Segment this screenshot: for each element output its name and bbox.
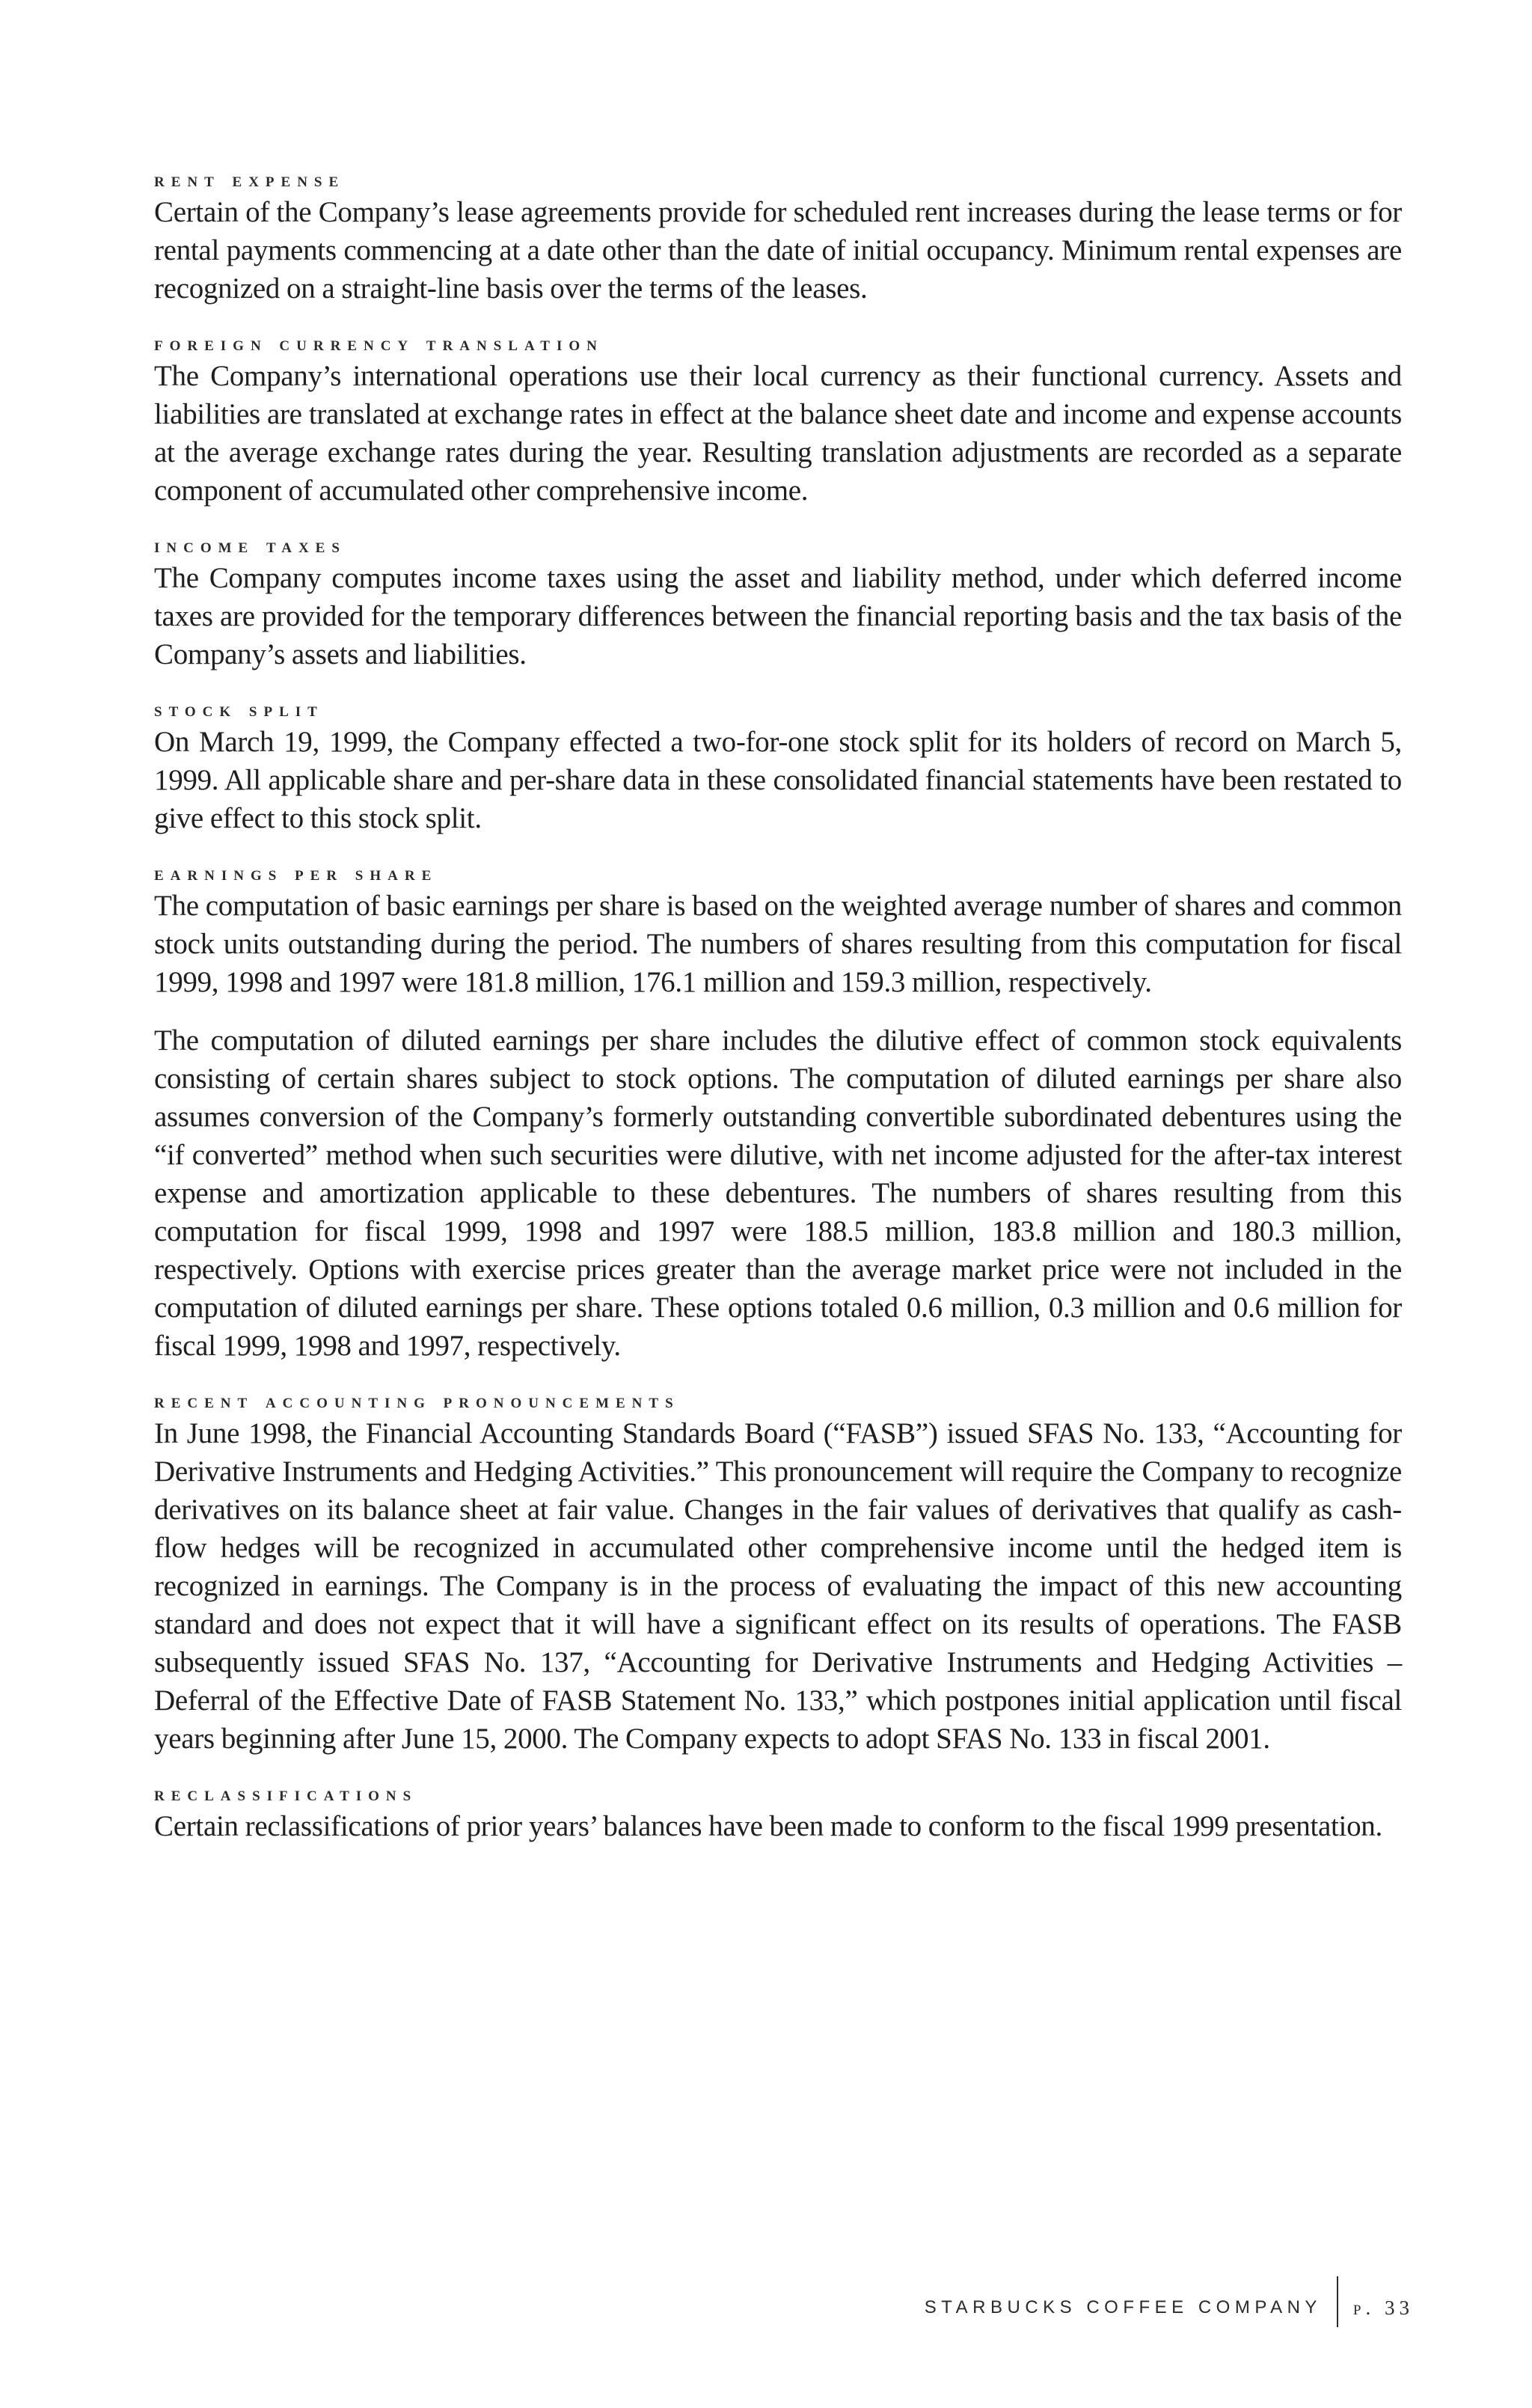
footer-company-name: STARBUCKS COFFEE COMPANY [924, 2297, 1322, 2317]
page-number: p. 33 [1352, 2296, 1414, 2319]
section-paragraph: Certain reclassifications of prior years’ balances have been made to conform to the fiscal 1999 presentation. [154, 1810, 1382, 1842]
section-recent-accounting-pronouncements [154, 1387, 1402, 1758]
section-paragraph: On March 19, 1999, the Company effected a two-for-one stock split for its holders of record on March 5, 1999. All applicable share and per-share data in these consolidated financial statements have been restated to give effect to this stock split. [154, 726, 1402, 834]
section-earnings-per-share [154, 860, 1402, 1365]
section-heading: income taxes [154, 534, 346, 557]
section-paragraph: The Company’s international operations use their local currency as their functional currency. Assets and liabilities are translated at exchange rates in effect at the balance sheet date and income and expense accounts at the average exchange rates during the year. Resulting translation adjustments are recorded as a separate component of accumulated other comprehensive income. [154, 360, 1402, 507]
section-foreign-currency-translation [154, 330, 1402, 510]
footer-divider [1337, 2276, 1338, 2327]
section-heading: recent accounting pronouncements [154, 1390, 680, 1412]
page-footer [823, 2293, 1414, 2323]
section-heading: earnings per share [154, 862, 438, 884]
section-heading: reclassifications [154, 1782, 418, 1805]
section-heading: rent expense [154, 168, 346, 191]
section-paragraph: The computation of diluted earnings per share includes the dilutive effect of common stock equivalents consisting of certain shares subject to stock options. The computation of diluted earnings per share also assumes conversion of the Company’s formerly outstanding convertible subordinated debentures using the “if converted” method when such securities were dilutive, with net income adjusted for the after-tax interest expense and amortization applicable to these debentures. The numbers of shares resulting from this computation for fiscal 1999, 1998 and 1997 were 188.5 million, 183.8 million and 180.3 million, respectively. Options with exercise prices greater than the average market price were not included in the computation of diluted earnings per share. These options totaled 0.6 million, 0.3 million and 0.6 million for fiscal 1999, 1998 and 1997, respectively. [154, 1024, 1402, 1362]
section-paragraph: In June 1998, the Financial Accounting Standards Board (“FASB”) issued SFAS No. 133, “Accounting for Derivative Instruments and Hedging Activities.” This pronouncement will require the Company to recognize derivatives on its balance sheet at fair value. Changes in the fair values of derivatives that qualify as cash-flow hedges will be recognized in accumulated other comprehensive income until the hedged item is recognized in earnings. The Company is in the process of evaluating the impact of this new accounting standard and does not expect that it will have a significant effect on its results of operations. The FASB subsequently issued SFAS No. 137, “Accounting for Derivative Instruments and Hedging Activities – Deferral of the Effective Date of FASB Statement No. 133,” which postpones initial application until fiscal years beginning after June 15, 2000. The Company expects to adopt SFAS No. 133 in fiscal 2001. [154, 1417, 1402, 1755]
section-reclassifications [154, 1780, 1402, 1845]
section-paragraph: The computation of basic earnings per share is based on the weighted average number of shares and common stock units outstanding during the period. The numbers of shares resulting from this computation for fiscal 1999, 1998 and 1997 were 181.8 million, 176.1 million and 159.3 million, respectively. [154, 890, 1402, 998]
document-body [154, 166, 1402, 1868]
section-rent-expense [154, 166, 1402, 308]
section-stock-split [154, 696, 1402, 837]
section-heading: foreign currency translation [154, 332, 604, 355]
section-income-taxes [154, 532, 1402, 673]
section-paragraph: Certain of the Company’s lease agreements provide for scheduled rent increases during the lease terms or for rental payments commencing at a date other than the date of initial occupancy. Minimum rental expenses are recognized on a straight-line basis over the terms of the leases. [154, 196, 1402, 305]
section-paragraph: The Company computes income taxes using the asset and liability method, under which deferred income taxes are provided for the temporary differences between the financial reporting basis and the tax basis of the Company’s assets and liabilities. [154, 562, 1402, 670]
section-heading: stock split [154, 698, 324, 721]
